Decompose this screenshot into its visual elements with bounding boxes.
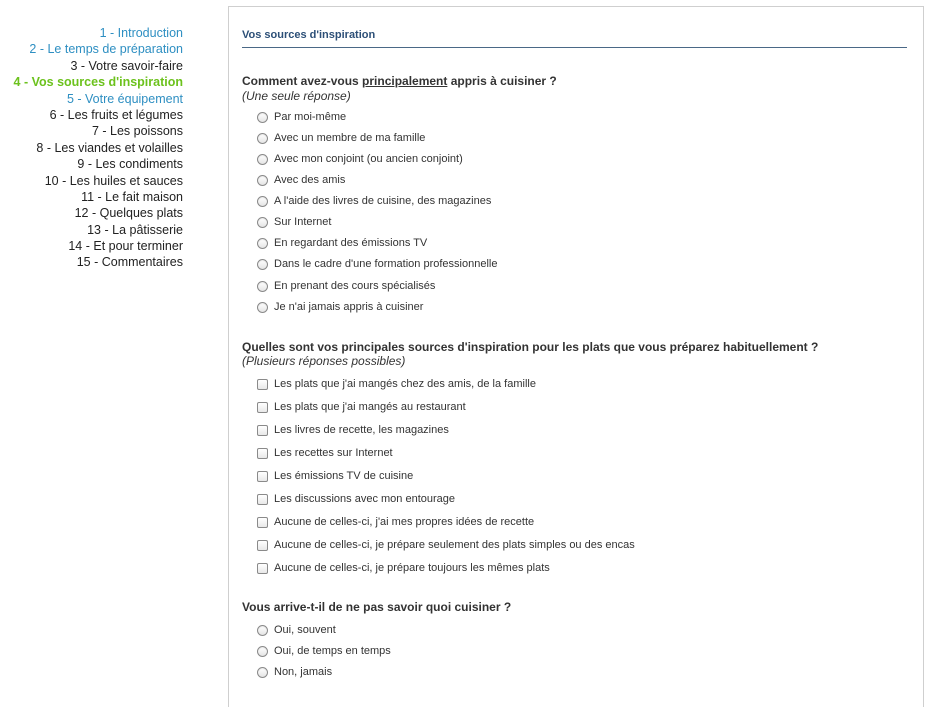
q1-option[interactable] <box>257 171 345 189</box>
nav-item-commentaires[interactable]: 15 - Commentaires <box>76 255 183 270</box>
q1-option-label: Je n'ai jamais appris à cuisiner <box>274 301 424 313</box>
q2-option[interactable] <box>257 421 449 439</box>
q3-option-label: Non, jamais <box>274 666 333 678</box>
radio-button[interactable] <box>257 154 268 165</box>
nav-item-temps-preparation[interactable]: 2 - Le temps de préparation <box>29 42 183 57</box>
checkbox[interactable] <box>257 517 268 528</box>
nav-item-huiles-sauces[interactable]: 10 - Les huiles et sauces <box>44 173 183 188</box>
q1-option[interactable] <box>257 192 491 210</box>
q1-option[interactable] <box>257 129 425 147</box>
q1-option-label: A l'aide des livres de cuisine, des magazines <box>274 195 492 207</box>
radio-button[interactable] <box>257 217 268 228</box>
question-1-title <box>242 74 557 88</box>
q2-option[interactable] <box>257 398 466 416</box>
q2-option-label: Les plats que j'ai mangés chez des amis, de la famille <box>274 378 536 390</box>
radio-button[interactable] <box>257 302 268 313</box>
survey-navigation <box>0 25 183 271</box>
q3-option[interactable] <box>257 642 391 660</box>
nav-item-patisserie[interactable]: 13 - La pâtisserie <box>87 222 183 237</box>
checkbox[interactable] <box>257 494 268 505</box>
q2-option-label: Les livres de recette, les magazines <box>274 424 449 436</box>
q1-option[interactable] <box>257 213 331 231</box>
radio-button[interactable] <box>257 196 268 207</box>
q2-option[interactable] <box>257 490 455 508</box>
q1-option[interactable] <box>257 298 423 316</box>
radio-button[interactable] <box>257 625 268 636</box>
q2-option-label: Aucune de celles-ci, je prépare seulement des plats simples ou des encas <box>274 539 635 551</box>
q2-option[interactable] <box>257 444 393 462</box>
nav-item-quelques-plats[interactable]: 12 - Quelques plats <box>74 206 183 221</box>
q2-option[interactable] <box>257 559 550 577</box>
question-1-suffix: appris à cuisiner ? <box>447 74 557 88</box>
radio-button[interactable] <box>257 238 268 249</box>
radio-button[interactable] <box>257 646 268 657</box>
radio-button[interactable] <box>257 667 268 678</box>
question-2-hint: (Plusieurs réponses possibles) <box>242 354 406 368</box>
q2-option-label: Aucune de celles-ci, je prépare toujours les mêmes plats <box>274 562 550 574</box>
q2-option-label: Aucune de celles-ci, j'ai mes propres idées de recette <box>274 516 535 528</box>
nav-item-fruits-legumes[interactable]: 6 - Les fruits et légumes <box>49 107 183 122</box>
q1-option[interactable] <box>257 277 435 295</box>
nav-item-equipement[interactable]: 5 - Votre équipement <box>66 91 183 106</box>
q1-option-label: En prenant des cours spécialisés <box>274 280 436 292</box>
nav-item-poissons[interactable]: 7 - Les poissons <box>91 124 183 139</box>
q2-option-label: Les plats que j'ai mangés au restaurant <box>274 401 466 413</box>
q1-option[interactable] <box>257 234 427 252</box>
radio-button[interactable] <box>257 112 268 123</box>
q2-option-label: Les émissions TV de cuisine <box>274 470 414 482</box>
question-1-hint: (Une seule réponse) <box>242 89 351 103</box>
checkbox[interactable] <box>257 425 268 436</box>
survey-panel <box>228 6 924 707</box>
q1-option[interactable] <box>257 108 346 126</box>
checkbox[interactable] <box>257 563 268 574</box>
q1-option[interactable] <box>257 150 463 168</box>
radio-button[interactable] <box>257 259 268 270</box>
q2-option-label: Les discussions avec mon entourage <box>274 493 455 505</box>
q3-option[interactable] <box>257 621 336 639</box>
radio-button[interactable] <box>257 133 268 144</box>
q2-option-label: Les recettes sur Internet <box>274 447 393 459</box>
q3-option-label: Oui, de temps en temps <box>274 645 391 657</box>
q3-option-label: Oui, souvent <box>274 624 336 636</box>
q1-option-label: Avec un membre de ma famille <box>274 132 426 144</box>
question-1-prefix: Comment avez-vous <box>242 74 363 88</box>
nav-item-viandes-volailles[interactable]: 8 - Les viandes et volailles <box>36 140 183 155</box>
q1-option-label: Avec mon conjoint (ou ancien conjoint) <box>274 153 463 165</box>
question-3-title: Vous arrive-t-il de ne pas savoir quoi cuisiner ? <box>242 600 512 614</box>
radio-button[interactable] <box>257 175 268 186</box>
nav-item-sources-inspiration[interactable]: 4 - Vos sources d'inspiration <box>13 75 183 90</box>
q1-option-label: Par moi-même <box>274 111 347 123</box>
checkbox[interactable] <box>257 448 268 459</box>
nav-item-pour-terminer[interactable]: 14 - Et pour terminer <box>68 239 183 254</box>
q3-option[interactable] <box>257 663 332 681</box>
checkbox[interactable] <box>257 540 268 551</box>
question-1-emphasis: principalement <box>362 74 448 88</box>
q1-option-label: Sur Internet <box>274 216 332 228</box>
q2-option[interactable] <box>257 467 413 485</box>
section-divider <box>242 47 907 48</box>
checkbox[interactable] <box>257 402 268 413</box>
q2-option[interactable] <box>257 375 536 393</box>
q1-option[interactable] <box>257 255 497 273</box>
q2-option[interactable] <box>257 513 534 531</box>
nav-item-savoir-faire[interactable]: 3 - Votre savoir-faire <box>70 58 183 73</box>
q1-option-label: En regardant des émissions TV <box>274 237 428 249</box>
nav-item-introduction[interactable]: 1 - Introduction <box>99 26 183 40</box>
nav-item-condiments[interactable]: 9 - Les condiments <box>77 157 183 172</box>
checkbox[interactable] <box>257 471 268 482</box>
q1-option-label: Dans le cadre d'une formation professionnelle <box>274 258 498 270</box>
q1-option-label: Avec des amis <box>274 174 346 186</box>
checkbox[interactable] <box>257 379 268 390</box>
question-2-title: Quelles sont vos principales sources d'inspiration pour les plats que vous préparez habituellement ? <box>242 340 819 354</box>
section-title: Vos sources d'inspiration <box>242 29 376 41</box>
q2-option[interactable] <box>257 536 635 554</box>
nav-item-fait-maison[interactable]: 11 - Le fait maison <box>81 189 183 204</box>
radio-button[interactable] <box>257 281 268 292</box>
